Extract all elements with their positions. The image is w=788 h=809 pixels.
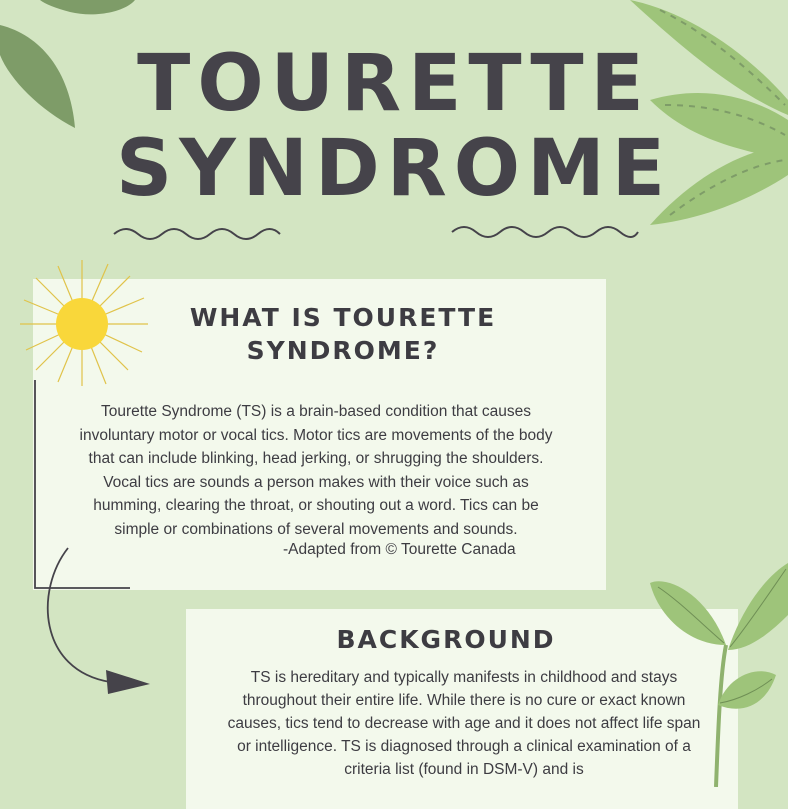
section-heading [173,301,513,367]
page-title-line-2: SYNDROME [116,124,672,214]
curved-arrow-icon [30,370,160,700]
page-title-line-1: TOURETTE [137,39,651,129]
source-citation: -Adapted from © Tourette Canada [283,541,516,558]
section-heading: BACKGROUND [336,625,556,654]
sprout-icon [648,555,788,787]
section-body: TS is hereditary and typically manifests in childhood and stays throughout their entire life. While there is no cure or exact known causes, tics tend to decrease with age and it does not affect life span or intelligence. TS is diagnosed through a clinical examination of a criteria list (found in DSM-V) and is [227,669,701,778]
section-heading-line-1: WHAT IS TOURETTE [189,303,497,332]
section-body: Tourette Syndrome (TS) is a brain-based condition that causes involuntary motor or vocal tics. Motor tics are movements of the body that can include blinking, head jerking, or shrugging the shoulders. Vocal tics are sounds a person makes with their voice such as humming, clearing the throat, or shouting out a word. Tics can be simple or combinations of several movements and sounds. [79,403,553,538]
squiggle-line-icon [450,220,640,244]
squiggle-line-icon [112,222,282,246]
section-heading-line-2: SYNDROME? [246,336,440,365]
